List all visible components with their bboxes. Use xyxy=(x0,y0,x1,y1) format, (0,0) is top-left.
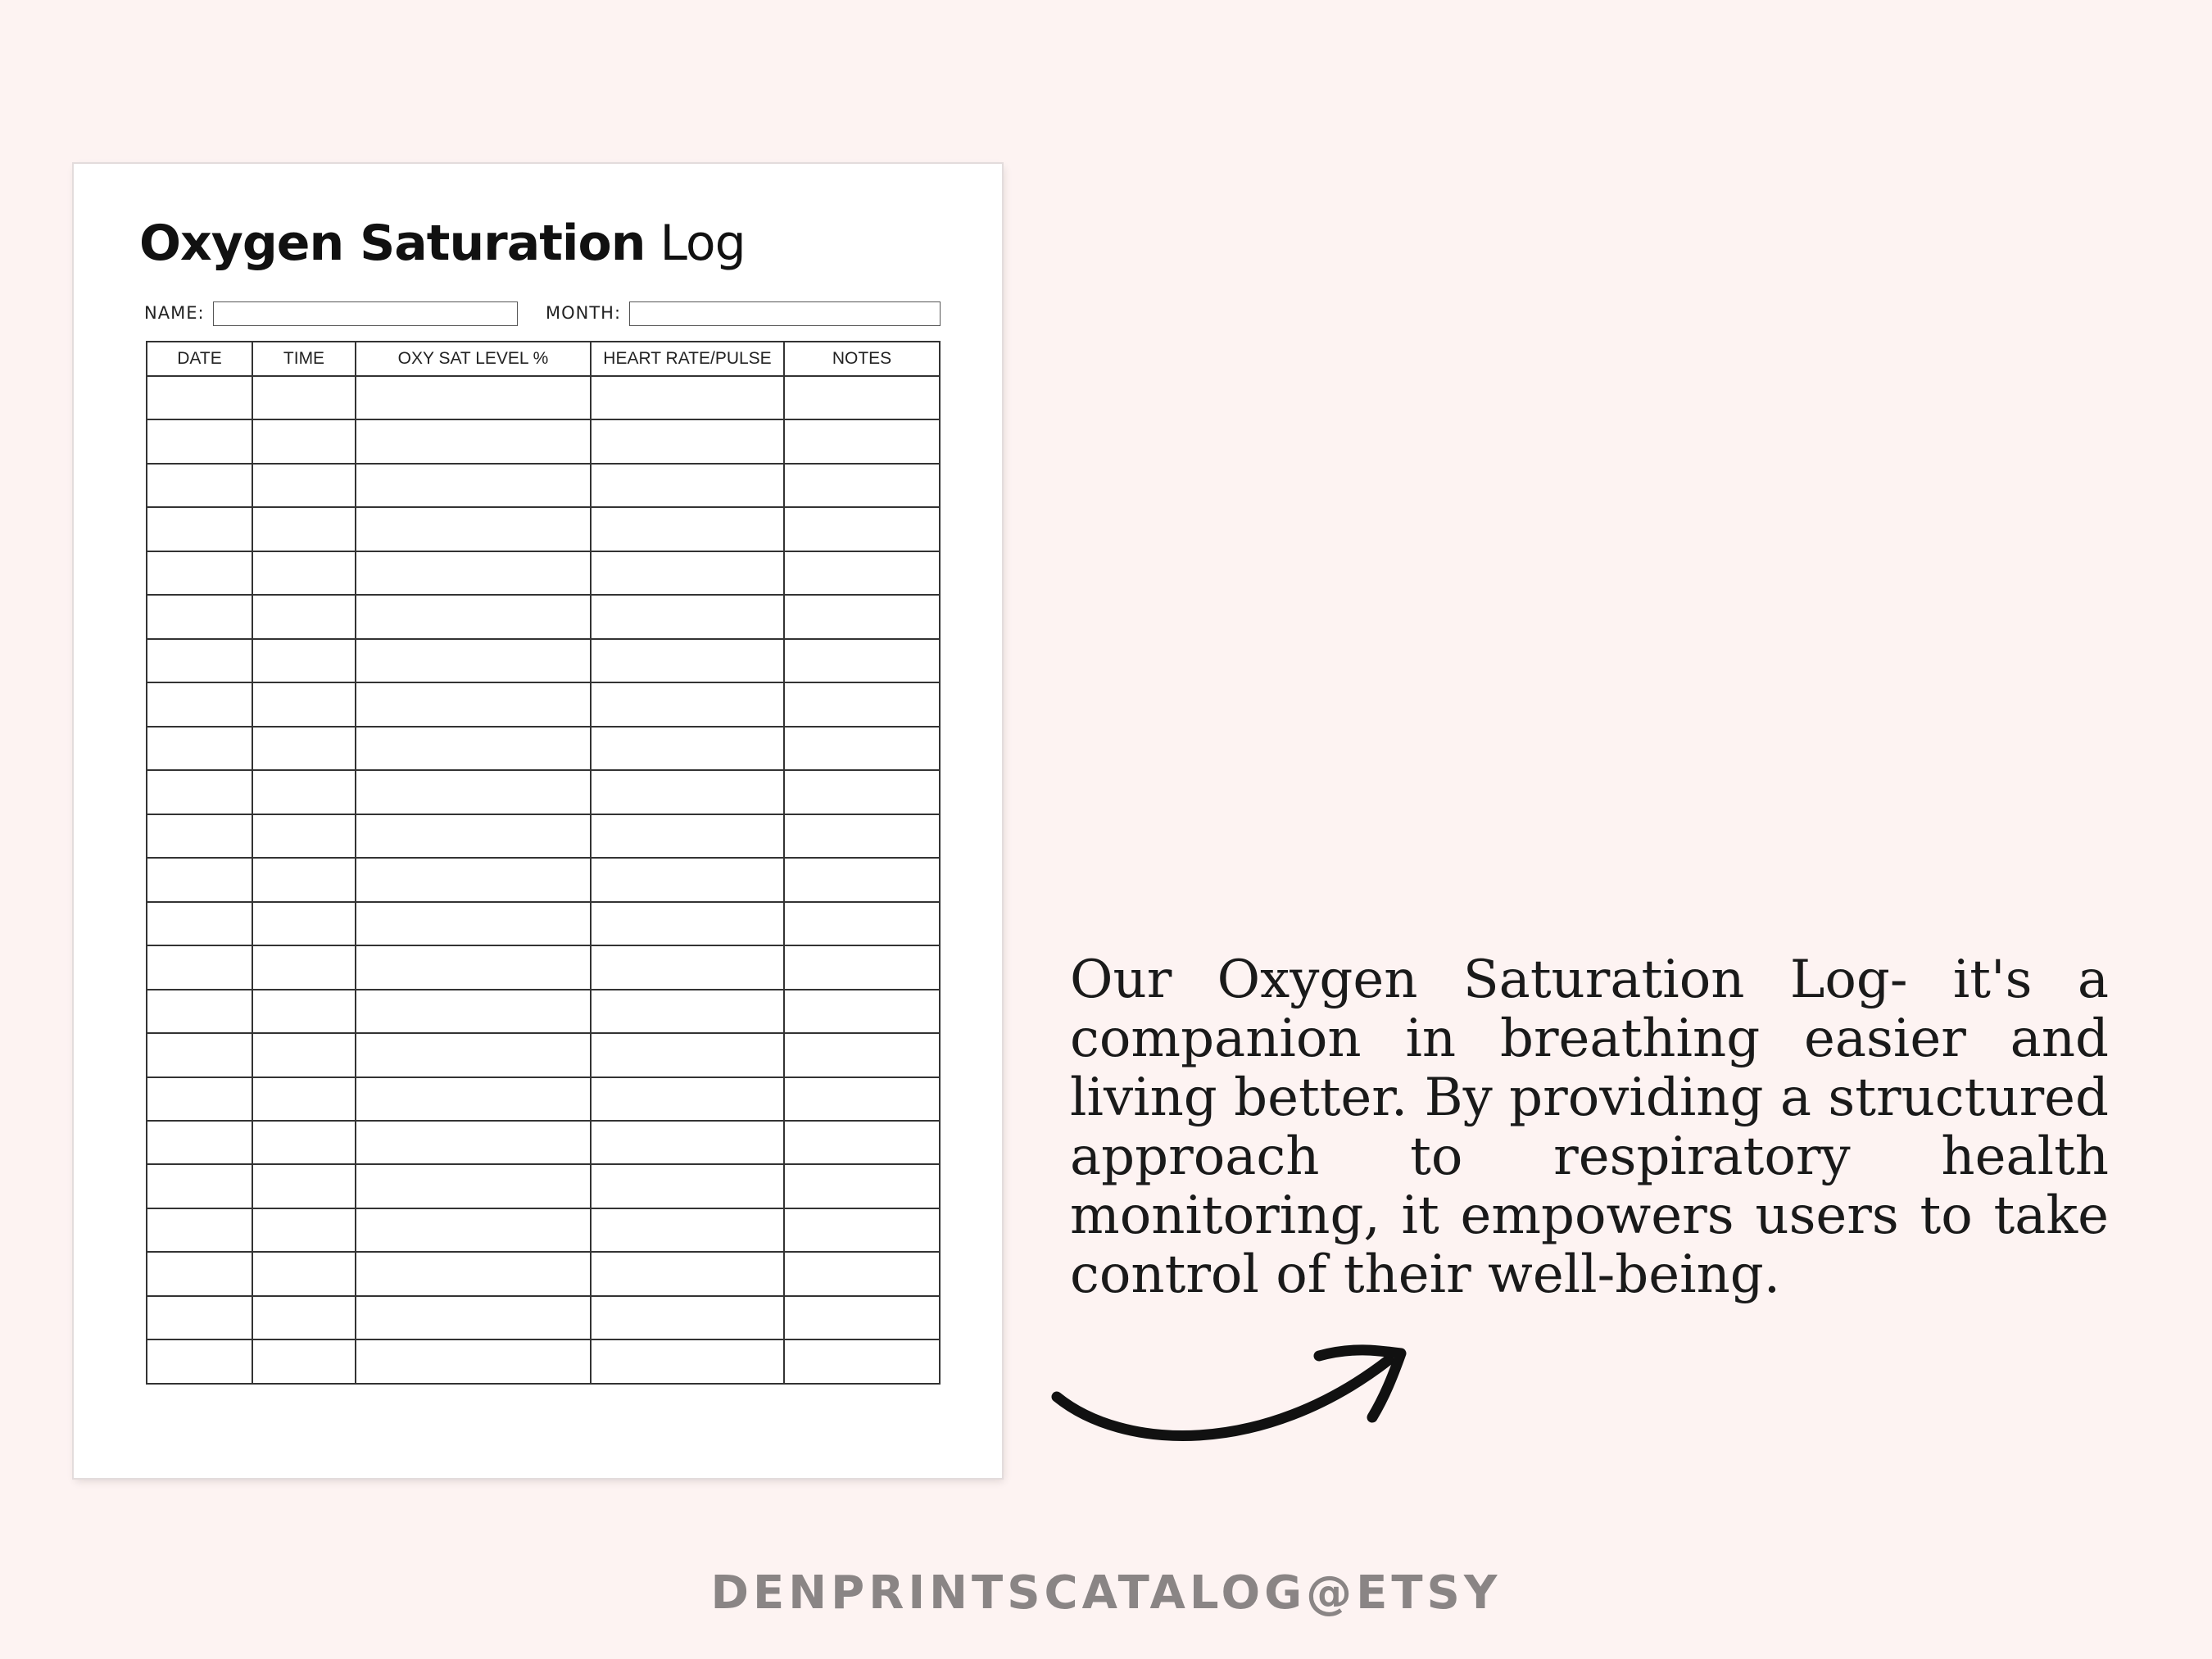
table-cell xyxy=(591,770,784,814)
table-cell xyxy=(147,902,252,945)
table-cell xyxy=(591,1252,784,1295)
table-cell xyxy=(591,1208,784,1252)
table-cell xyxy=(252,682,356,726)
table-cell xyxy=(356,1121,591,1164)
table-cell xyxy=(591,507,784,551)
table-row xyxy=(147,1208,940,1252)
table-cell xyxy=(252,1164,356,1208)
log-sheet xyxy=(74,164,1002,1478)
table-cell xyxy=(591,1339,784,1384)
table-cell xyxy=(356,814,591,858)
table-cell xyxy=(252,858,356,901)
table-cell xyxy=(356,682,591,726)
table-cell xyxy=(591,1296,784,1339)
table-row xyxy=(147,902,940,945)
table-cell xyxy=(252,902,356,945)
table-cell xyxy=(591,376,784,419)
table-row xyxy=(147,1296,940,1339)
table-cell xyxy=(356,902,591,945)
table-cell xyxy=(147,727,252,770)
title-light: Log xyxy=(645,215,746,272)
table-cell xyxy=(147,551,252,595)
table-cell xyxy=(252,639,356,682)
table-cell xyxy=(356,858,591,901)
table-cell xyxy=(252,551,356,595)
table-cell xyxy=(252,507,356,551)
title-bold: Oxygen Saturation xyxy=(139,215,646,272)
log-table xyxy=(146,341,941,1385)
table-cell xyxy=(784,814,940,858)
table-cell xyxy=(147,507,252,551)
table-cell xyxy=(252,1208,356,1252)
table-row xyxy=(147,551,940,595)
table-cell xyxy=(147,464,252,507)
table-cell xyxy=(147,1252,252,1295)
table-cell xyxy=(252,1033,356,1077)
table-cell xyxy=(591,419,784,463)
table-cell xyxy=(784,945,940,989)
table-cell xyxy=(784,727,940,770)
table-row xyxy=(147,464,940,507)
table-cell xyxy=(356,639,591,682)
table-cell xyxy=(784,1208,940,1252)
table-row xyxy=(147,1077,940,1121)
name-field xyxy=(213,301,518,326)
table-cell xyxy=(147,1339,252,1384)
document-title xyxy=(139,215,746,272)
table-cell xyxy=(784,464,940,507)
table-cell xyxy=(252,1252,356,1295)
table-cell xyxy=(784,682,940,726)
table-cell xyxy=(147,1296,252,1339)
table-cell xyxy=(784,1339,940,1384)
table-row xyxy=(147,1033,940,1077)
table-cell xyxy=(252,770,356,814)
table-cell xyxy=(252,990,356,1033)
column-header-time: TIME xyxy=(252,342,356,376)
table-row xyxy=(147,507,940,551)
table-cell xyxy=(591,990,784,1033)
table-cell xyxy=(356,1077,591,1121)
table-cell xyxy=(784,1033,940,1077)
table-cell xyxy=(147,682,252,726)
table-cell xyxy=(356,727,591,770)
table-cell xyxy=(252,945,356,989)
table-cell xyxy=(591,902,784,945)
table-row xyxy=(147,1121,940,1164)
table-cell xyxy=(252,1121,356,1164)
table-cell xyxy=(784,419,940,463)
table-cell xyxy=(252,376,356,419)
table-cell xyxy=(784,595,940,638)
table-cell xyxy=(591,639,784,682)
column-header-notes: NOTES xyxy=(784,342,940,376)
table-row xyxy=(147,814,940,858)
table-cell xyxy=(147,1033,252,1077)
table-cell xyxy=(591,858,784,901)
table-cell xyxy=(252,1339,356,1384)
table-cell xyxy=(252,595,356,638)
description-text: Our Oxygen Saturation Log- it's a companion in breathing easier and living better. By providing a structured approach to respiratory health monitoring, it empowers users to take control of their well-being. xyxy=(1070,950,2109,1305)
table-cell xyxy=(356,1252,591,1295)
table-cell xyxy=(784,507,940,551)
table-row xyxy=(147,639,940,682)
table-cell xyxy=(147,814,252,858)
table-cell xyxy=(784,1296,940,1339)
table-row xyxy=(147,1252,940,1295)
table-cell xyxy=(356,1339,591,1384)
table-cell xyxy=(147,1208,252,1252)
table-cell xyxy=(252,814,356,858)
table-cell xyxy=(356,507,591,551)
table-cell xyxy=(356,551,591,595)
table-cell xyxy=(591,1121,784,1164)
table-cell xyxy=(147,595,252,638)
table-cell xyxy=(147,770,252,814)
table-row xyxy=(147,945,940,989)
table-cell xyxy=(784,639,940,682)
table-cell xyxy=(252,727,356,770)
table-cell xyxy=(356,1208,591,1252)
table-cell xyxy=(147,858,252,901)
table-cell xyxy=(591,727,784,770)
table-cell xyxy=(147,419,252,463)
table-cell xyxy=(591,1164,784,1208)
table-row xyxy=(147,419,940,463)
table-cell xyxy=(591,1077,784,1121)
table-row xyxy=(147,990,940,1033)
table-cell xyxy=(784,1164,940,1208)
column-header-date: DATE xyxy=(147,342,252,376)
table-cell xyxy=(784,376,940,419)
table-cell xyxy=(784,551,940,595)
column-header-heart-rate: HEART RATE/PULSE xyxy=(591,342,784,376)
table-cell xyxy=(252,1296,356,1339)
name-label: NAME: xyxy=(144,303,205,323)
table-cell xyxy=(147,639,252,682)
log-table-body xyxy=(147,376,940,1384)
shop-watermark: DENPRINTSCATALOG@ETSY xyxy=(710,1566,1502,1620)
table-cell xyxy=(356,419,591,463)
table-row xyxy=(147,858,940,901)
table-cell xyxy=(784,1252,940,1295)
month-label: MONTH: xyxy=(546,303,622,323)
column-header-oxy-sat-level: OXY SAT LEVEL % xyxy=(356,342,591,376)
table-cell xyxy=(356,1164,591,1208)
table-row xyxy=(147,770,940,814)
table-row xyxy=(147,595,940,638)
table-cell xyxy=(784,902,940,945)
table-cell xyxy=(591,682,784,726)
table-header-row xyxy=(147,342,940,376)
table-row xyxy=(147,376,940,419)
month-field xyxy=(629,301,941,326)
table-cell xyxy=(356,464,591,507)
table-cell xyxy=(147,1121,252,1164)
table-cell xyxy=(591,464,784,507)
table-cell xyxy=(591,551,784,595)
table-cell xyxy=(147,990,252,1033)
table-cell xyxy=(252,419,356,463)
table-cell xyxy=(356,770,591,814)
table-cell xyxy=(784,1121,940,1164)
table-row xyxy=(147,1164,940,1208)
table-cell xyxy=(784,1077,940,1121)
table-cell xyxy=(356,1033,591,1077)
table-cell xyxy=(356,990,591,1033)
table-cell xyxy=(356,1296,591,1339)
table-cell xyxy=(252,464,356,507)
table-cell xyxy=(591,945,784,989)
table-row xyxy=(147,727,940,770)
table-cell xyxy=(147,1077,252,1121)
table-cell xyxy=(356,595,591,638)
table-cell xyxy=(591,814,784,858)
table-cell xyxy=(591,595,784,638)
table-cell xyxy=(784,858,940,901)
table-cell xyxy=(784,990,940,1033)
table-cell xyxy=(147,945,252,989)
table-cell xyxy=(356,376,591,419)
table-cell xyxy=(147,376,252,419)
table-cell xyxy=(147,1164,252,1208)
table-cell xyxy=(252,1077,356,1121)
curved-arrow-icon xyxy=(1049,1335,1426,1475)
table-row xyxy=(147,1339,940,1384)
table-cell xyxy=(784,770,940,814)
table-cell xyxy=(356,945,591,989)
table-row xyxy=(147,682,940,726)
table-cell xyxy=(591,1033,784,1077)
